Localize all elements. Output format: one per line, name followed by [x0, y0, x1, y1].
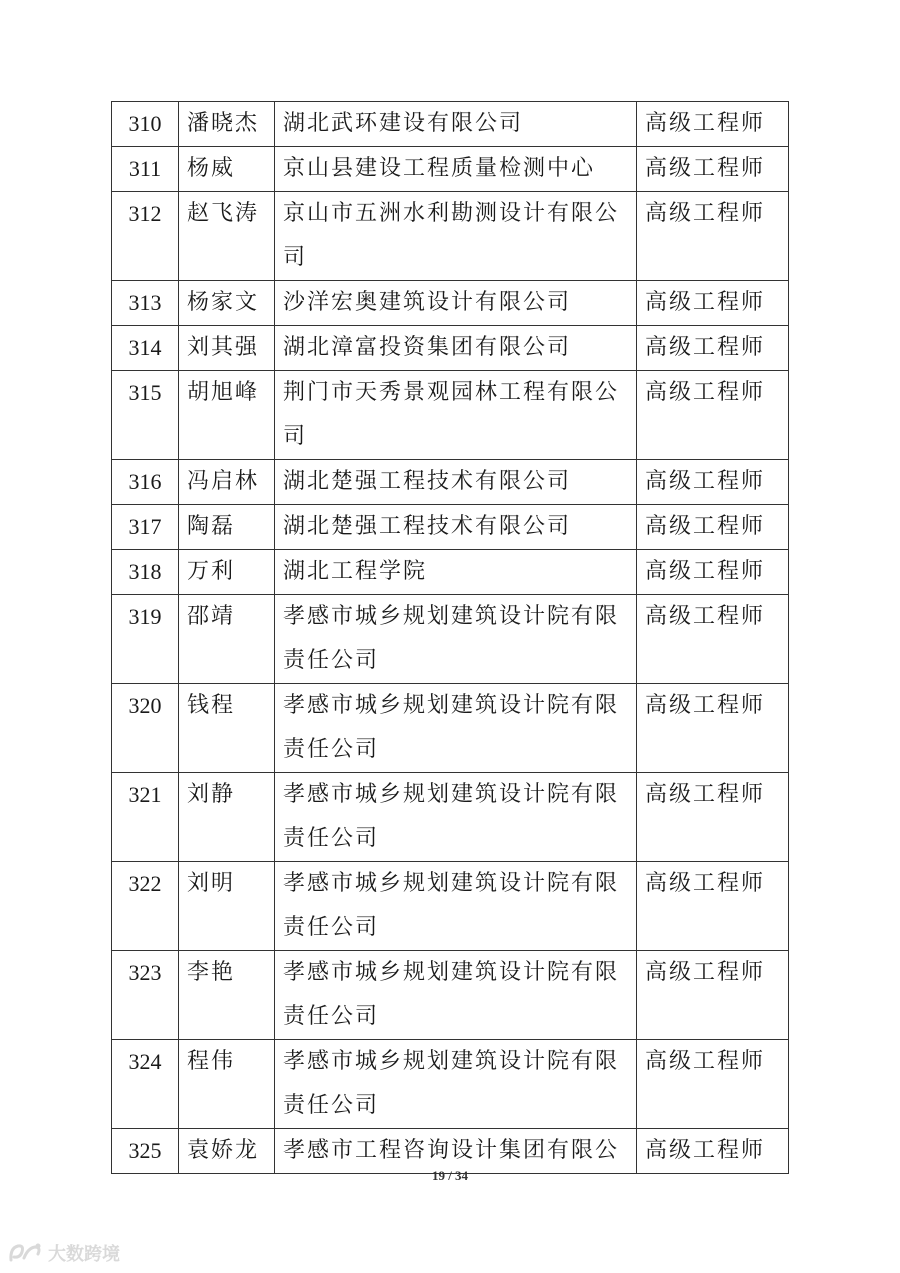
table-row	[112, 1129, 789, 1174]
row-number: 315	[112, 371, 179, 460]
person-name: 胡旭峰	[179, 371, 275, 460]
organization: 京山县建设工程质量检测中心	[275, 147, 637, 192]
organization: 湖北武环建设有限公司	[275, 102, 637, 147]
row-number: 316	[112, 460, 179, 505]
table-row	[112, 102, 789, 147]
person-name: 陶磊	[179, 505, 275, 550]
row-number: 320	[112, 684, 179, 773]
table-row	[112, 460, 789, 505]
row-number: 318	[112, 550, 179, 595]
person-name: 杨家文	[179, 281, 275, 326]
job-title: 高级工程师	[637, 371, 789, 460]
person-name: 钱程	[179, 684, 275, 773]
organization: 湖北漳富投资集团有限公司	[275, 326, 637, 371]
person-name: 刘其强	[179, 326, 275, 371]
row-number: 312	[112, 192, 179, 281]
person-name: 潘晓杰	[179, 102, 275, 147]
table-row	[112, 505, 789, 550]
person-name: 万利	[179, 550, 275, 595]
job-title: 高级工程师	[637, 862, 789, 951]
organization: 孝感市城乡规划建筑设计院有限责任公司	[275, 951, 637, 1040]
job-title: 高级工程师	[637, 550, 789, 595]
person-name: 李艳	[179, 951, 275, 1040]
organization: 孝感市城乡规划建筑设计院有限责任公司	[275, 595, 637, 684]
job-title: 高级工程师	[637, 505, 789, 550]
organization: 孝感市城乡规划建筑设计院有限责任公司	[275, 862, 637, 951]
organization: 湖北楚强工程技术有限公司	[275, 505, 637, 550]
table-row	[112, 1040, 789, 1129]
job-title: 高级工程师	[637, 773, 789, 862]
row-number: 324	[112, 1040, 179, 1129]
row-number: 325	[112, 1129, 179, 1174]
job-title: 高级工程师	[637, 281, 789, 326]
job-title: 高级工程师	[637, 460, 789, 505]
table-row	[112, 550, 789, 595]
personnel-table	[111, 101, 789, 1174]
table-row	[112, 147, 789, 192]
organization: 孝感市城乡规划建筑设计院有限责任公司	[275, 773, 637, 862]
job-title: 高级工程师	[637, 102, 789, 147]
watermark	[8, 1240, 120, 1266]
job-title: 高级工程师	[637, 684, 789, 773]
person-name: 刘明	[179, 862, 275, 951]
person-name: 刘静	[179, 773, 275, 862]
watermark-text: 大数跨境	[48, 1244, 120, 1265]
organization: 孝感市工程咨询设计集团有限公	[275, 1129, 637, 1174]
table-row	[112, 595, 789, 684]
row-number: 321	[112, 773, 179, 862]
table-row	[112, 773, 789, 862]
organization: 湖北工程学院	[275, 550, 637, 595]
person-name: 赵飞涛	[179, 192, 275, 281]
job-title: 高级工程师	[637, 1129, 789, 1174]
table-row	[112, 281, 789, 326]
job-title: 高级工程师	[637, 1040, 789, 1129]
person-name: 程伟	[179, 1040, 275, 1129]
page-number: 19 / 34	[431, 1168, 469, 1183]
row-number: 310	[112, 102, 179, 147]
table-row	[112, 684, 789, 773]
organization: 京山市五洲水利勘测设计有限公司	[275, 192, 637, 281]
organization: 沙洋宏奥建筑设计有限公司	[275, 281, 637, 326]
table-row	[112, 192, 789, 281]
organization: 湖北楚强工程技术有限公司	[275, 460, 637, 505]
brand-logo-icon	[8, 1242, 42, 1264]
row-number: 317	[112, 505, 179, 550]
person-name: 邵靖	[179, 595, 275, 684]
person-name: 杨威	[179, 147, 275, 192]
job-title: 高级工程师	[637, 595, 789, 684]
row-number: 314	[112, 326, 179, 371]
row-number: 323	[112, 951, 179, 1040]
job-title: 高级工程师	[637, 147, 789, 192]
table-row	[112, 862, 789, 951]
row-number: 319	[112, 595, 179, 684]
row-number: 311	[112, 147, 179, 192]
job-title: 高级工程师	[637, 326, 789, 371]
row-number: 322	[112, 862, 179, 951]
table-row	[112, 326, 789, 371]
table-row	[112, 951, 789, 1040]
organization: 荆门市天秀景观园林工程有限公司	[275, 371, 637, 460]
person-name: 冯启林	[179, 460, 275, 505]
table-row	[112, 371, 789, 460]
person-name: 袁娇龙	[179, 1129, 275, 1174]
job-title: 高级工程师	[637, 951, 789, 1040]
row-number: 313	[112, 281, 179, 326]
organization: 孝感市城乡规划建筑设计院有限责任公司	[275, 684, 637, 773]
organization: 孝感市城乡规划建筑设计院有限责任公司	[275, 1040, 637, 1129]
job-title: 高级工程师	[637, 192, 789, 281]
